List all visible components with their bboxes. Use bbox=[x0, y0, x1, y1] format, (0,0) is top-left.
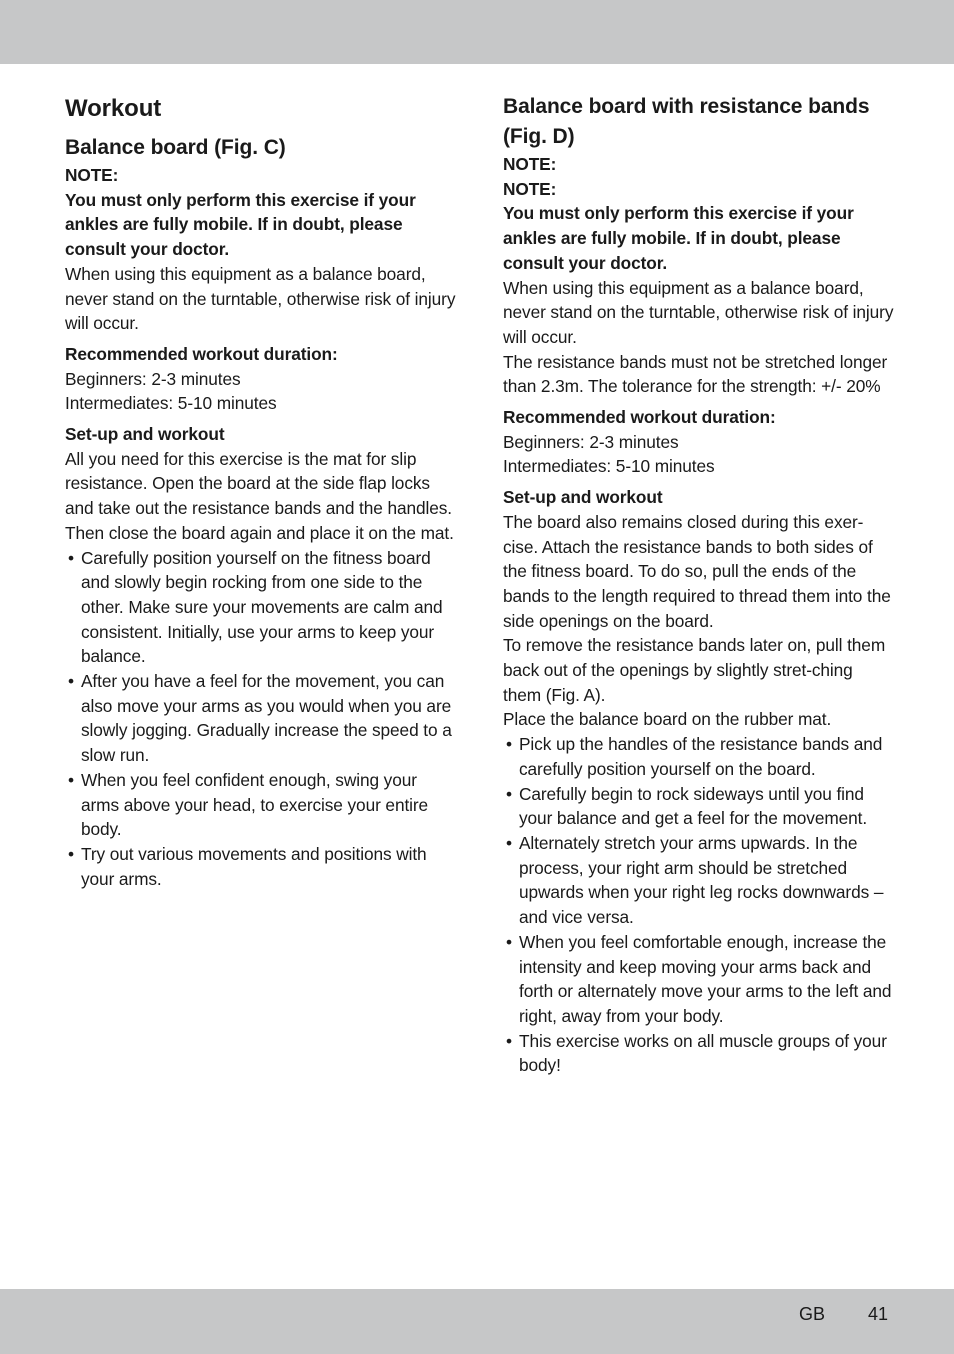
left-column bbox=[65, 92, 457, 891]
setup-text: The board also remains closed during this exer-cise. Attach the resistance bands to both sides of the fitness board. To do so, pull the ends of the bands to the length required to thread them into the side openings on the board. bbox=[503, 511, 891, 631]
instruction-list bbox=[503, 732, 895, 1078]
list-item: • When you feel comfortable enough, increase the intensity and keep moving your arms back and forth or alternately move your arms to the left and right, away from your body. bbox=[503, 930, 895, 1029]
note-label: NOTE: bbox=[503, 154, 557, 174]
note-text: You must only perform this exercise if your ankles are fully mobile. If in doubt, please consult your doctor. bbox=[65, 189, 416, 260]
section-title: Workout bbox=[65, 95, 162, 122]
bands-note: The resistance bands must not be stretched longer than 2.3m. The tolerance for the strength: +/- 20% bbox=[503, 351, 888, 397]
list-item: • This exercise works on all muscle groups of your body! bbox=[503, 1029, 895, 1078]
place-text: Place the balance board on the rubber mat. bbox=[503, 709, 832, 730]
right-column bbox=[503, 92, 895, 1078]
list-item: • Carefully position yourself on the fitness board and slowly begin rocking from one side to the other. Make sure your movements are calm and consistent. Initially, use your arms to keep your balance. bbox=[65, 546, 457, 670]
list-item: • Try out various movements and positions with your arms. bbox=[65, 842, 457, 891]
page-number: 41 bbox=[868, 1304, 889, 1324]
duration-beginners: Beginners: 2-3 minutes bbox=[503, 431, 679, 452]
list-item: • When you feel confident enough, swing your arms above your head, to exercise your entire body. bbox=[65, 768, 457, 842]
list-item: • Alternately stretch your arms upwards. In the process, your right arm should be stretched upwards when your right leg rocks downwards – and vice versa. bbox=[503, 831, 895, 930]
safety-warning: When using this equipment as a balance board, never stand on the turntable, otherwise risk of injury will occur. bbox=[65, 263, 456, 334]
exercise-title: Balance board with resistance bands (Fig. D) bbox=[503, 95, 870, 148]
list-item: • Pick up the handles of the resistance bands and carefully position yourself on the board. bbox=[503, 732, 895, 781]
safety-warning: When using this equipment as a balance board, never stand on the turntable, otherwise risk of injury will occur. bbox=[503, 277, 894, 347]
duration-intermediates: Intermediates: 5-10 minutes bbox=[65, 393, 277, 414]
note-label: NOTE: bbox=[65, 165, 119, 185]
duration-heading: Recommended workout duration: bbox=[65, 343, 338, 364]
exercise-title: Balance board (Fig. C) bbox=[65, 136, 286, 159]
setup-text: All you need for this exercise is the mat for slip resistance. Open the board at the side flap locks and take out the resistance bands and the handles. Then close the board again and place it on the mat. bbox=[65, 448, 454, 543]
duration-beginners: Beginners: 2-3 minutes bbox=[65, 368, 241, 389]
footer-language: GB bbox=[799, 1304, 826, 1324]
instruction-list bbox=[65, 546, 457, 892]
note-text: You must only perform this exercise if your ankles are fully mobile. If in doubt, please consult your doctor. bbox=[503, 203, 854, 273]
remove-text: To remove the resistance bands later on, pull them back out of the openings by slightly stret-ching them (Fig. A). bbox=[503, 635, 886, 705]
setup-heading: Set-up and workout bbox=[503, 487, 663, 508]
duration-intermediates: Intermediates: 5-10 minutes bbox=[503, 456, 715, 477]
list-item: • After you have a feel for the movement, you can also move your arms as you would when you are slowly jogging. Gradually increase the speed to a slow run. bbox=[65, 669, 457, 768]
duration-heading: Recommended workout duration: bbox=[503, 407, 776, 428]
list-item: • Carefully begin to rock sideways until you find your balance and get a feel for the movement. bbox=[503, 782, 895, 831]
setup-heading: Set-up and workout bbox=[65, 424, 225, 445]
note-label: NOTE: bbox=[503, 178, 557, 199]
header-bar bbox=[0, 0, 954, 64]
